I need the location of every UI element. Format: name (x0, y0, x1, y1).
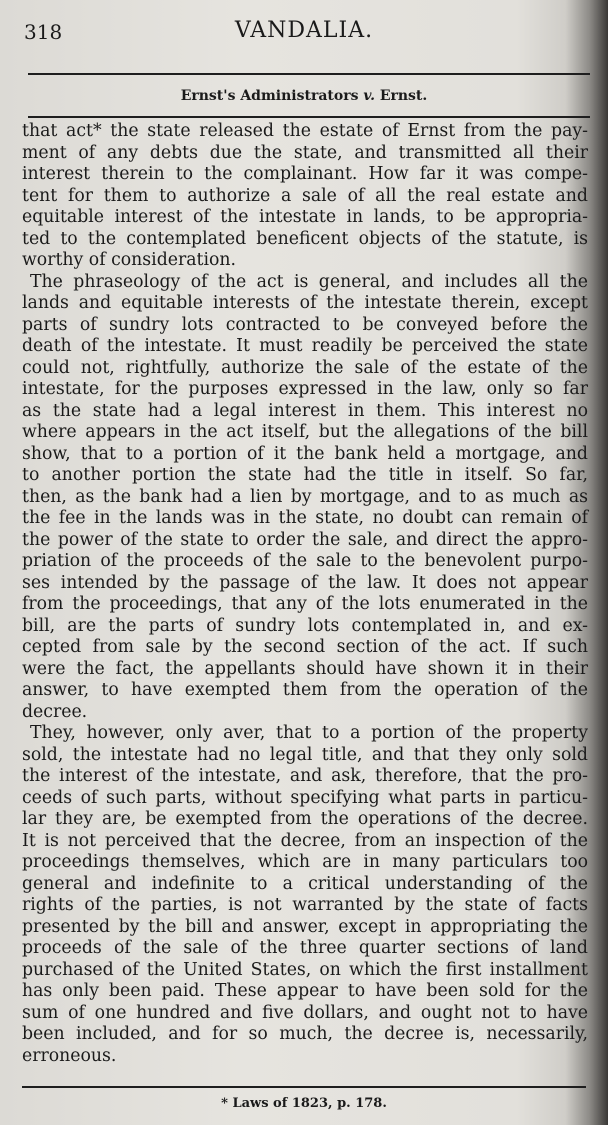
text-line: to another portion the state had the title in itself. So far, (22, 465, 588, 485)
case-title-parties: Ernst's Administrators (180, 88, 364, 104)
text-line: the power of the state to order the sale, and direct the appro- (22, 529, 588, 550)
text-line: were the fact, the appellants should have shown it in their (22, 658, 588, 679)
text-line: lands and equitable interests of the intestate therein, except (22, 293, 588, 313)
text-line: from the proceedings, that any of the lots enumerated in the (22, 594, 588, 614)
text-line: show, that to a portion of it the bank held a mortgage, and (22, 443, 588, 464)
text-line: tent for them to authorize a sale of all the real estate and (22, 185, 588, 206)
text-line: the interest of the intestate, and ask, therefore, that the pro- (22, 766, 588, 786)
text-line: bill, are the parts of sundry lots contemplated in, and ex- (22, 615, 588, 636)
text-line: general and indefinite to a critical understanding of the (22, 873, 588, 894)
paragraph (22, 121, 588, 272)
text-line: sold, the intestate had no legal title, and that they only sold (22, 744, 588, 765)
case-title (0, 88, 608, 104)
text-line: parts of sundry lots contracted to be conveyed before the (22, 314, 588, 335)
text-line: equitable interest of the intestate in lands, to be appropria- (22, 207, 588, 227)
text-line: then, as the bank had a lien by mortgage, and to as much as (22, 486, 588, 507)
running-head: VANDALIA. (234, 18, 374, 43)
text-line: interest therein to the complainant. How far it was compe- (22, 164, 588, 184)
case-title-versus: v. (363, 88, 375, 104)
text-line: ted to the contemplated beneficent objects of the statute, is (22, 228, 588, 249)
text-line: proceeds of the sale of the three quarter sections of land (22, 938, 588, 958)
text-line: worthy of consideration. (22, 250, 237, 270)
text-line: The phraseology of the act is general, and includes all the (30, 271, 588, 292)
text-line: death of the intestate. It must readily be perceived the state (22, 336, 588, 356)
page-number: 318 (24, 20, 63, 44)
text-line: presented by the bill and answer, except in appropriating the (22, 916, 588, 937)
text-line: proceedings themselves, which are in many particulars too (22, 852, 588, 872)
text-line: sum of one hundred and five dollars, and ought not to have (22, 1002, 588, 1023)
text-line: priation of the proceeds of the sale to the benevolent purpo- (22, 551, 588, 571)
text-line: rights of the parties, is not warranted by the state of facts (22, 895, 588, 915)
text-line: been included, and for so much, the decree is, necessarily, (22, 1024, 588, 1044)
text-line: could not, rightfully, authorize the sale of the estate of the (22, 357, 588, 378)
footnote: * Laws of 1823, p. 178. (221, 1096, 387, 1111)
text-line: decree. (22, 701, 88, 722)
paragraph (22, 272, 588, 724)
text-line: answer, to have exempted them from the operation of the (22, 680, 588, 700)
text-line: purchased of the United States, on which the first installment (22, 959, 588, 980)
text-line: lar they are, be exempted from the operations of the decree. (22, 809, 588, 829)
text-line: They, however, only aver, that to a portion of the property (30, 723, 588, 743)
text-line: ment of any debts due the state, and transmitted all their (22, 142, 588, 163)
text-line: intestate, for the purposes expressed in the law, only so far (22, 379, 588, 399)
header-rule-top (28, 73, 590, 75)
case-title-respondent: Ernst. (374, 88, 428, 104)
paragraph (22, 723, 588, 1067)
text-line: where appears in the act itself, but the allegations of the bill (22, 422, 588, 442)
text-line: erroneous. (22, 1045, 117, 1066)
text-line: cepted from sale by the second section of the act. If such (22, 637, 588, 657)
footnote-rule (22, 1086, 586, 1088)
text-line: has only been paid. These appear to have been sold for the (22, 981, 588, 1001)
header-rule-bottom (28, 116, 590, 118)
text-line: It is not perceived that the decree, from an inspection of the (22, 830, 588, 851)
text-line: ses intended by the passage of the law. It does not appear (22, 572, 588, 593)
body-text (22, 121, 588, 1067)
text-line: ceeds of such parts, without specifying what parts in particu- (22, 787, 588, 808)
text-line: that act* the state released the estate of Ernst from the pay- (22, 121, 588, 141)
text-line: the fee in the lands was in the state, no doubt can remain of (22, 508, 588, 528)
text-line: as the state had a legal interest in them. This interest no (22, 400, 588, 421)
